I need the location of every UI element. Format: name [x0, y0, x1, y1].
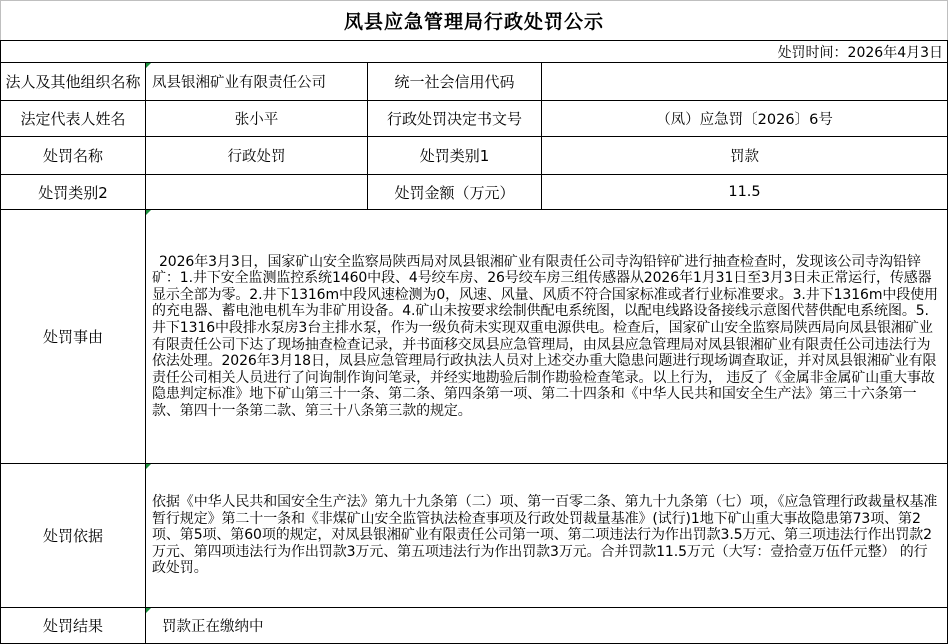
table-row — [1, 608, 948, 644]
entity-name-label: 法人及其他组织名称 — [1, 63, 146, 101]
entity-name-value: 凤县银湘矿业有限责任公司 — [146, 63, 368, 101]
legal-rep-label: 法定代表人姓名 — [1, 101, 146, 137]
penalty-category1-label: 处罚类别1 — [368, 137, 542, 175]
table-row — [1, 63, 948, 101]
page-title: 凤县应急管理局行政处罚公示 — [1, 1, 948, 41]
penalty-result-label: 处罚结果 — [1, 608, 146, 644]
legal-rep-value: 张小平 — [146, 101, 368, 137]
penalty-basis-label: 处罚依据 — [1, 464, 146, 608]
table-row — [1, 464, 948, 608]
penalty-reason-label: 处罚事由 — [1, 210, 146, 464]
penalty-amount-label: 处罚金额（万元） — [368, 175, 542, 210]
penalty-date: 处罚时间：2026年4月3日 — [1, 41, 948, 63]
penalty-reason-text — [146, 210, 948, 464]
decision-number-value: （凤）应急罚〔2026〕6号 — [542, 101, 948, 137]
penalty-category2-value — [146, 175, 368, 210]
credit-code-label: 统一社会信用代码 — [368, 63, 542, 101]
table-row — [1, 137, 948, 175]
table-row — [1, 175, 948, 210]
penalty-reason-body: 2026年3月3日，国家矿山安全监察局陕西局对凤县银湘矿业有限责任公司寺沟铅锌矿进行抽查检查时，发现该公司寺沟铅锌矿：1.井下安全监测监控系统1460中段、4号绞车房、26号绞车房三组传感器从2026年1月31日至3月3日未正常运行，传感器显示全部为零。2.井下1316m中段风速检测为0，风速、风量、风质不符合国家标准或者行业标准要求。3.井下1316m中段使用的充电器、蓄电池电机车为非矿用设备。4.矿山未按要求绘制供配电系统图，以配电线路设备接线示意图代替供配电系统图。5.井下1316中段排水泵房3台主排水泵，作为一级负荷未实现双重电源供电。检查后，国家矿山安全监察局陕西局向凤县银湘矿业有限责任公司下达了现场抽查检查记录，并书面移交凤县应急管理局，由凤县应急管理局对凤县银湘矿业有限责任公司违法行为依法处理。2026年3月18日，凤县应急管理局行政执法人员对上述交办重大隐患问题进行现场调查取证，并对凤县银湘矿业有限责任公司相关人员进行了问询制作询问笔录，并经实地勘验后制作勘验检查笔录。以上行为， 违反了《金属非金属矿山重大事故隐患判定标准》地下矿山第三十一条、第二条、第四条第一项、第二十四条和《中华人民共和国安全生产法》第三十六条第一款、第四十一条第二款、第三十八条第三款的规定。 — [152, 253, 938, 419]
penalty-category2-label: 处罚类别2 — [1, 175, 146, 210]
credit-code-value — [542, 63, 948, 101]
penalty-name-value: 行政处罚 — [146, 137, 368, 175]
penalty-category1-value: 罚款 — [542, 137, 948, 175]
penalty-name-label: 处罚名称 — [1, 137, 146, 175]
table-row — [1, 210, 948, 464]
decision-number-label: 行政处罚决定书文号 — [368, 101, 542, 137]
penalty-basis-text: 依据《中华人民共和国安全生产法》第九十九条第（二）项、第一百零二条、第九十九条第（七）项，《应急管理行政裁量权基准暂行规定》第二十一条和《非煤矿山安全监管执法检查事项及行政处罚裁量基准》(试行)1地下矿山重大事故隐患第73项、第2项、第5项、第60项的规定，对凤县银湘矿业有限责任公司第一项、第二项违法行为作出罚款3.5万元、第三项违法行作出罚款2万元、第四项违法行为作出罚款3万元、第五项违法行为作出罚款3万元。合并罚款11.5万元（大写：壹拾壹万伍仟元整） 的行政处罚。 — [146, 464, 948, 608]
table-row — [1, 101, 948, 137]
penalty-result-value: 罚款正在缴纳中 — [146, 608, 948, 644]
penalty-amount-value: 11.5 — [542, 175, 948, 210]
